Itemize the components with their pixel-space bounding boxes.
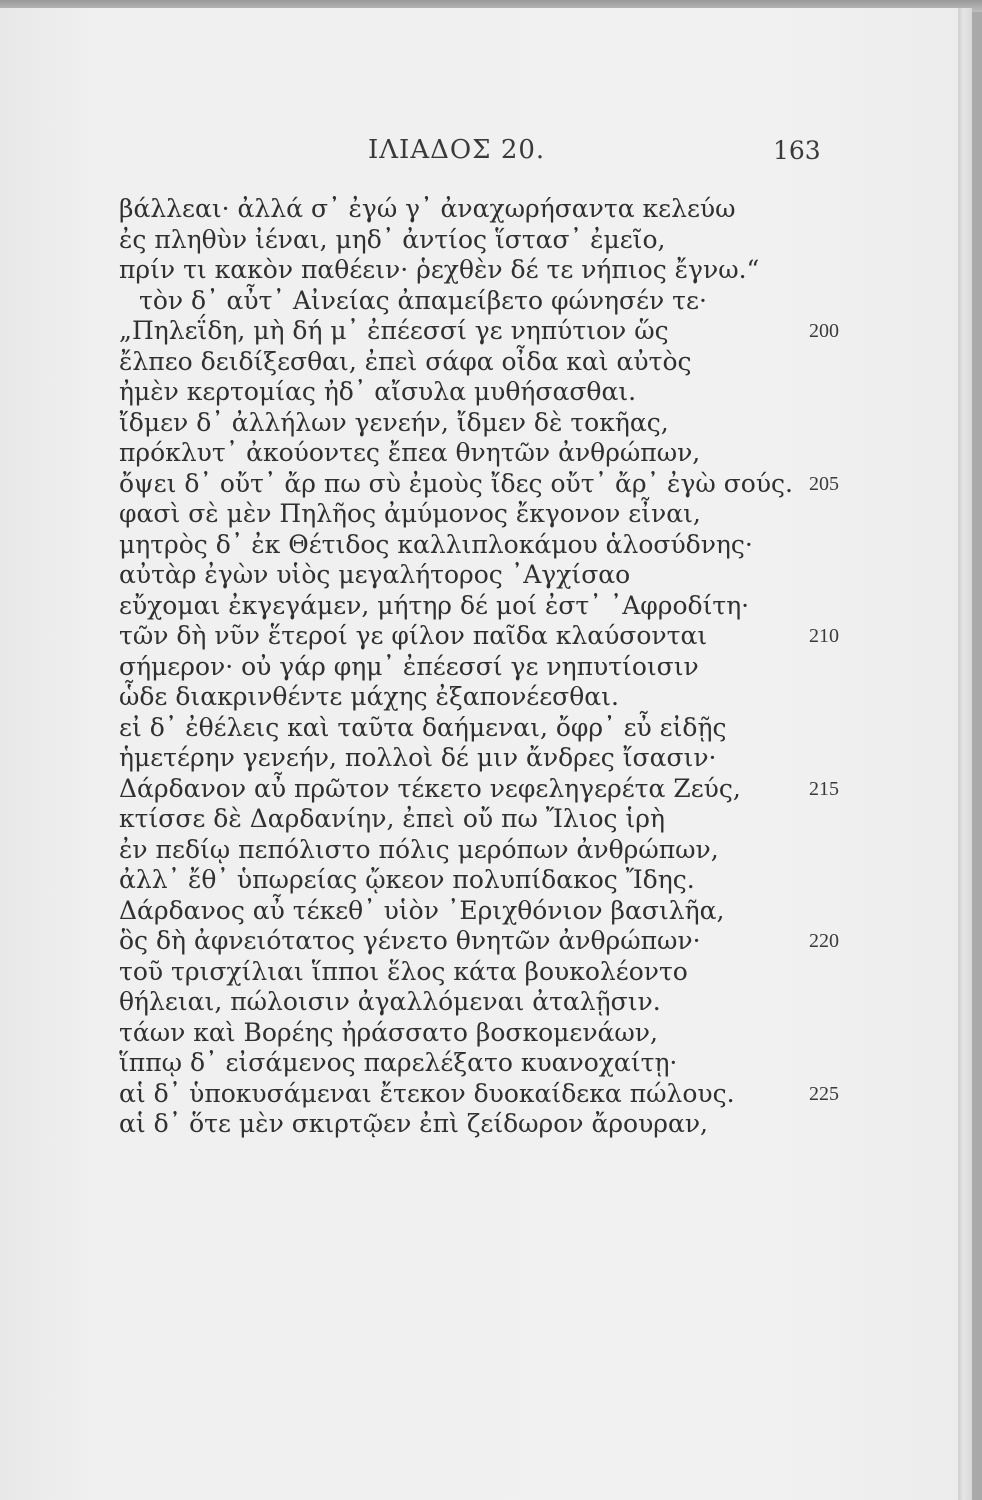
verse-text: „Πηλεΐδη, μὴ δή μ᾽ ἐπέεσσί γε νηπύτιον ὥς [119,316,669,345]
verse-line [119,347,819,378]
verse-text: ἡμετέρην γενεήν, πολλοὶ δέ μιν ἄνδρες ἴσασιν· [119,743,717,772]
line-number: 205 [809,472,839,495]
verse-line [119,773,839,805]
verse-text: ἵππῳ δ᾽ εἰσάμενος παρελέξατο κυανοχαίτῃ· [119,1048,678,1077]
verse-line [119,530,819,561]
verse-text: τῶν δὴ νῦν ἕτεροί γε φίλον παῖδα κλαύσονται [119,621,708,650]
verse-text: σήμερον· οὐ γάρ φημ᾽ ἐπέεσσί γε νηπυτίοισιν [119,651,699,681]
verse-line [119,987,819,1018]
line-number: 225 [809,1082,839,1105]
verse-text: τὸν δ᾽ αὖτ᾽ Αἰνείας ἀπαμείβετο φώνησέν τε· [139,285,707,315]
verse-text: ἐς πληθὺν ἰέναι, μηδ᾽ ἀντίος ἵστασ᾽ ἐμεῖο, [119,224,666,254]
verse-text: εὔχομαι ἐκγεγάμεν, μήτηρ δέ μοί ἐστ᾽ ᾿Αφροδίτη· [119,590,750,620]
verse-line [119,316,839,347]
verse-line [119,255,819,286]
verse-text: εἰ δ᾽ ἐθέλεις καὶ ταῦτα δαήμεναι, ὄφρ᾽ εὖ εἰδῇς [119,712,727,742]
book-page [0,8,972,1500]
verse-line [119,591,819,622]
verse-line [119,1048,819,1079]
verse-text: ὧδε διακρινθέντε μάχης ἐξαπονέεσθαι. [119,682,619,711]
verse-line [119,926,839,957]
verse-text: Δάρδανος αὖ τέκεθ᾽ υἱὸν ᾿Εριχθόνιον βασιλῆα, [119,895,725,925]
verse-line [119,499,819,530]
line-number: 200 [809,320,839,342]
verse-line [119,743,819,774]
verse-text: βάλλεαι· ἀλλά σ᾽ ἐγώ γ᾽ ἀναχωρήσαντα κελεύω [119,194,736,223]
verse-text: Δάρδανον αὖ πρῶτον τέκετο νεφεληγερέτα Ζεύς, [119,773,741,803]
verse-line [119,835,819,866]
verse-text: ἀλλ᾽ ἔθ᾽ ὑπωρείας ᾤκεον πολυπίδακος Ἴδης. [119,865,695,894]
verse-text: αἱ δ᾽ ὑποκυσάμεναι ἔτεκον δυοκαίδεκα πώλους. [119,1078,735,1108]
verse-text: ὃς δὴ ἀφνειότατος γένετο θνητῶν ἀνθρώπων· [119,926,701,955]
verse-text: κτίσσε δὲ Δαρδανίην, ἐπεὶ οὔ πω Ἴλιος ἱρὴ [119,804,665,833]
verse-line [119,225,819,256]
verse-line [119,286,819,317]
verse-line [119,1078,839,1110]
line-number: 220 [809,930,839,952]
verse-line [119,957,819,988]
verse-text: ἔλπεο δειδίξεσθαι, ἐπεὶ σάφα οἶδα καὶ αὐτὸς [119,346,692,376]
verse-line [119,1018,819,1049]
verse-line [119,194,819,225]
page-number: 163 [773,136,821,165]
verse-line [119,377,819,408]
verse-line [119,468,839,500]
verse-text: θήλειαι, πώλοισιν ἀγαλλόμεναι ἀταλῇσιν. [119,987,661,1016]
verse-line [119,1109,819,1140]
verse-text: ἴδμεν δ᾽ ἀλλήλων γενεήν, ἴδμεν δὲ τοκῆας, [119,407,669,437]
verse-line [119,865,819,896]
verse-text: τοῦ τρισχίλιαι ἵπποι ἕλος κάτα βουκολέοντο [119,956,688,986]
verse-line [119,682,819,713]
verse-text: ὄψει δ᾽ οὔτ᾽ ἄρ πω σὺ ἐμοὺς ἴδες οὔτ᾽ ἄρ᾽ ἐγὼ σούς. [119,468,793,498]
verse-line [119,652,819,683]
verse-line [119,438,819,469]
verse-text: τάων καὶ Βορέης ἠράσσατο βοσκομενάων, [119,1017,658,1047]
verse-text: ἐν πεδίῳ πεπόλιστο πόλις μερόπων ἀνθρώπων, [119,834,719,864]
page-edge [958,8,972,1500]
verse-text: πρόκλυτ᾽ ἀκούοντες ἔπεα θνητῶν ἀνθρώπων, [119,438,701,467]
verse-text: φασὶ σὲ μὲν Πηλῆος ἀμύμονος ἔκγονον εἶναι, [119,499,701,528]
running-head-title: ΙΛΙΑΔΟΣ 20. [368,135,546,165]
verse-text: πρίν τι κακὸν παθέειν· ῥεχθὲν δέ τε νήπιος ἔγνω.“ [119,255,760,284]
verse-line [119,896,819,927]
verse-line [119,804,819,835]
line-number: 215 [809,777,839,800]
verse-text: μητρὸς δ᾽ ἐκ Θέτιδος καλλιπλοκάμου ἁλοσύδνης· [119,529,753,559]
verse-line [119,621,839,652]
verse-text: ἠμὲν κερτομίας ἠδ᾽ αἴσυλα μυθήσασθαι. [119,377,637,406]
verse-line [119,408,819,439]
verse-line [119,560,819,591]
verse-text: αὐτὰρ ἐγὼν υἱὸς μεγαλήτορος ᾿Αγχίσαο [119,560,631,589]
verse-text: αἱ δ᾽ ὅτε μὲν σκιρτῷεν ἐπὶ ζείδωρον ἄρουραν, [119,1109,709,1138]
verse-line [119,713,819,744]
line-number: 210 [809,625,839,647]
verse-block [119,194,839,1140]
